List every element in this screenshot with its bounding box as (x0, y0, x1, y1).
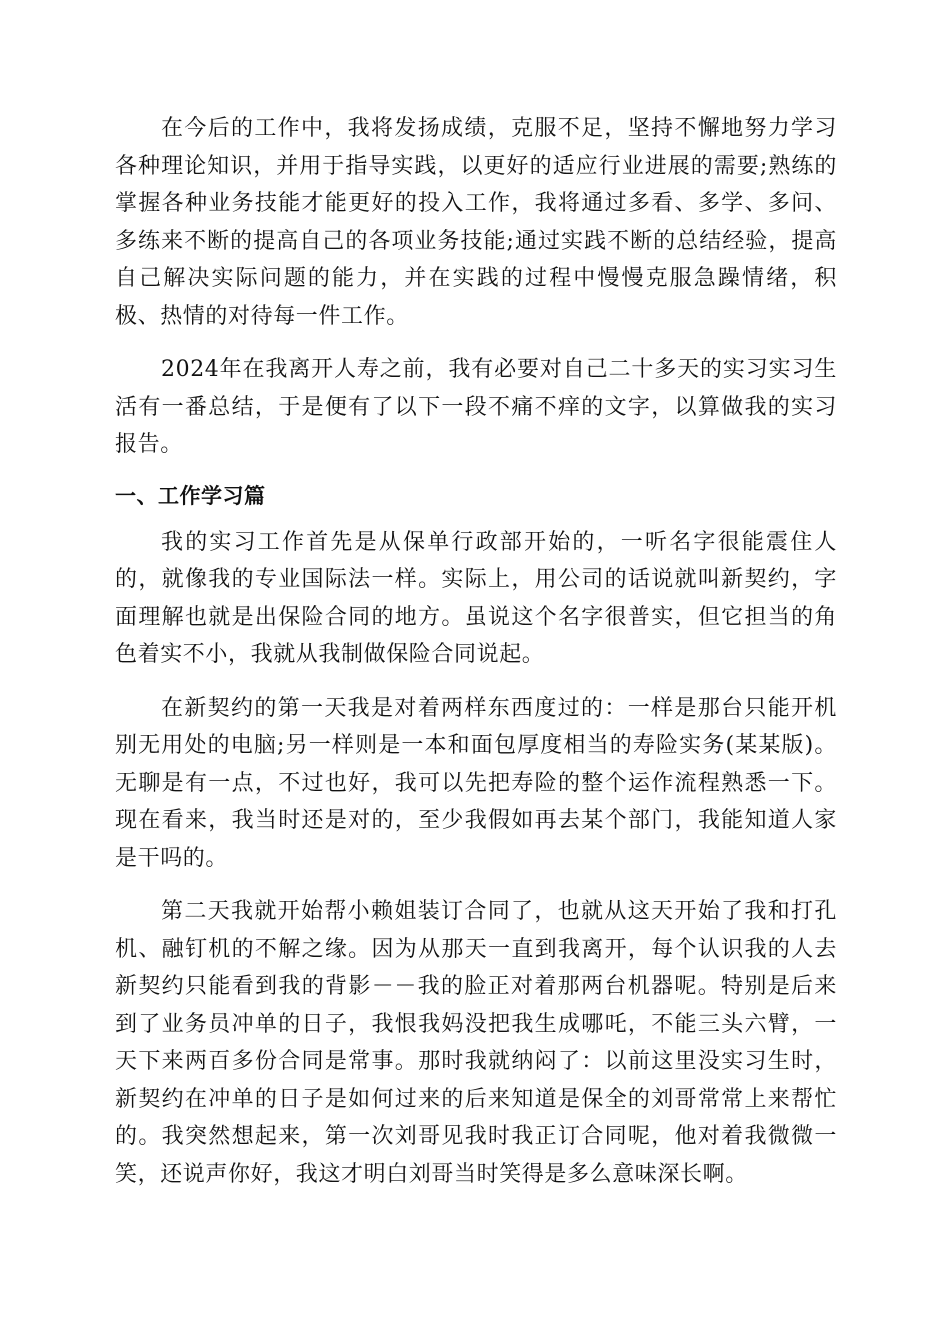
paragraph-first-day: 在新契约的第一天我是对着两样东西度过的：一样是那台只能开机别无用处的电脑;另一样则是一本和面包厚度相当的寿险实务(某某版)。无聊是有一点，不过也好，我可以先把寿险的整个运作流程熟悉一下。现在看来，我当时还是对的，至少我假如再去某个部门，我能知道人家是干吗的。 (115, 695, 837, 871)
section-heading: 一、工作学习篇 (115, 483, 266, 508)
paragraph-start: 我的实习工作首先是从保单行政部开始的，一听名字很能震住人的，就像我的专业国际法一样。实际上，用公司的话说就叫新契约，字面理解也就是出保险合同的地方。虽说这个名字很普实，但它担当的角色着实不小，我就从我制做保险合同说起。 (115, 529, 837, 667)
document-body (115, 110, 837, 1209)
paragraph-second-day: 第二天我就开始帮小赖姐装订合同了，也就从这天开始了我和打孔机、融钉机的不解之缘。因为从那天一直到我离开，每个认识我的人去新契约只能看到我的背影－－我的脸正对着那两台机器呢。特别是后来到了业务员冲单的日子，我恨我妈没把我生成哪吒，不能三头六臂，一天下来两百多份合同是常事。那时我就纳闷了：以前这里没实习生时，新契约在冲单的日子是如何过来的后来知道是保全的刘哥常常上来帮忙的。我突然想起来，第一次刘哥见我时我正订合同呢，他对着我微微一笑，还说声你好，我这才明白刘哥当时笑得是多么意味深长啊。 (115, 899, 837, 1187)
paragraph-work-plan: 在今后的工作中，我将发扬成绩，克服不足，坚持不懈地努力学习各种理论知识，并用于指导实践，以更好的适应行业进展的需要;熟练的掌握各种业务技能才能更好的投入工作，我将通过多看、多学、多问、多练来不断的提高自己的各项业务技能;通过实践不断的总结经验，提高自己解决实际问题的能力，并在实践的过程中慢慢克服急躁情绪，积极、热情的对待每一件工作。 (115, 116, 837, 329)
paragraph-intro: 2024年在我离开人寿之前，我有必要对自己二十多天的实习实习生活有一番总结，于是便有了以下一段不痛不痒的文字，以算做我的实习报告。 (115, 357, 837, 457)
